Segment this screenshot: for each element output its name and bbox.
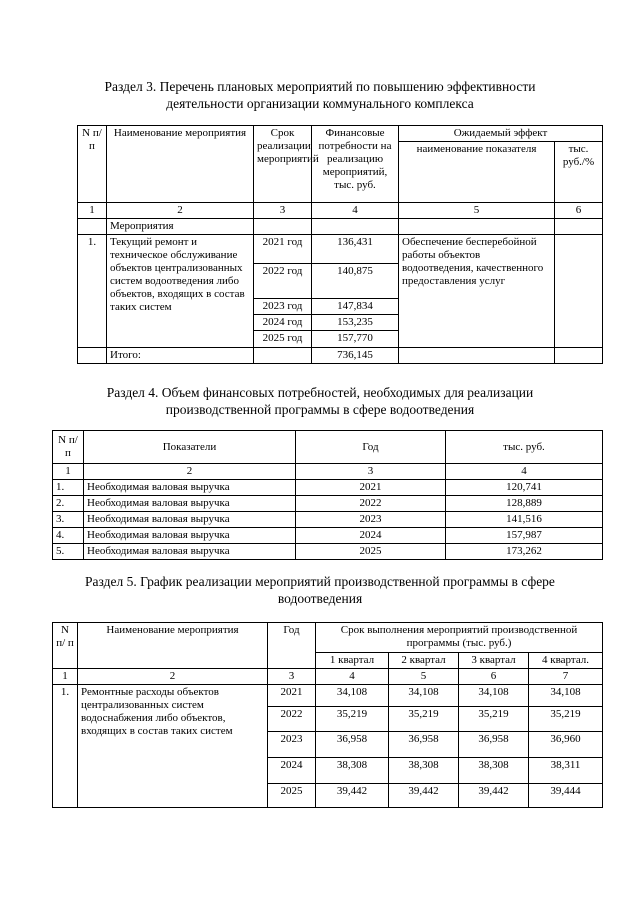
s4-row-amount: 141,516 [446, 512, 603, 528]
s4-row-num: 2. [53, 496, 84, 512]
section4-title-line1: Раздел 4. Объем финансовых потребностей, необходимых для реализации [106, 385, 534, 400]
section4-table [52, 430, 603, 560]
s5-row-q3: 39,442 [459, 784, 529, 808]
s5-colnum: 7 [529, 669, 603, 685]
s5-colnum: 2 [78, 669, 268, 685]
s5-row-year: 2023 [268, 732, 316, 758]
s5-row-q4: 38,311 [529, 758, 603, 784]
table-row [53, 480, 603, 496]
s5-header-q3: 3 квартал [459, 653, 529, 669]
s5-row-q4: 39,444 [529, 784, 603, 808]
s3-colnum: 6 [555, 203, 603, 219]
s5-row-q1: 36,958 [316, 732, 389, 758]
s5-row-year: 2022 [268, 707, 316, 732]
s5-item-name: Ремонтные расходы объектов централизованных систем водоснабжения либо объектов, входящих в состав таких систем [78, 685, 268, 808]
s4-colnum: 4 [446, 464, 603, 480]
s3-group-label: Мероприятия [107, 219, 254, 235]
s5-header-num: N п/ п [53, 623, 78, 669]
s5-row-q3: 36,958 [459, 732, 529, 758]
s3-header-indicator: наименование показателя [399, 142, 555, 203]
s3-header-term: Срок реализации мероприятий [254, 126, 312, 203]
s3-year: 2021 год [254, 235, 312, 264]
s5-row-q1: 39,442 [316, 784, 389, 808]
s3-colnum: 5 [399, 203, 555, 219]
s5-row-q1: 38,308 [316, 758, 389, 784]
s3-year: 2024 год [254, 315, 312, 331]
s5-row-year: 2021 [268, 685, 316, 707]
s4-header-amount: тыс. руб. [446, 431, 603, 464]
s3-total-label: Итого: [107, 348, 254, 364]
s4-colnum: 1 [53, 464, 84, 480]
s5-row-year: 2025 [268, 784, 316, 808]
s4-row-num: 1. [53, 480, 84, 496]
s4-header-num: N п/п [53, 431, 84, 464]
s4-row-year: 2023 [296, 512, 446, 528]
s3-header-finance: Финансовые потребности на реализацию мероприятий, тыс. руб. [312, 126, 399, 203]
s3-amount: 136,431 [312, 235, 399, 264]
s5-header-year: Год [268, 623, 316, 669]
s5-row-q3: 35,219 [459, 707, 529, 732]
s3-colnum: 1 [78, 203, 107, 219]
s5-colnum: 3 [268, 669, 316, 685]
section3-table [77, 125, 603, 364]
section3-title-line1: Раздел 3. Перечень плановых мероприятий по повышению эффективности [104, 79, 536, 94]
s3-amount: 140,875 [312, 264, 399, 299]
s4-row-year: 2024 [296, 528, 446, 544]
s4-row-name: Необходимая валовая выручка [84, 512, 296, 528]
s3-year: 2023 год [254, 299, 312, 315]
table-row [53, 544, 603, 560]
s5-colnum: 4 [316, 669, 389, 685]
s4-row-num: 5. [53, 544, 84, 560]
s4-row-name: Необходимая валовая выручка [84, 528, 296, 544]
s3-header-effect: Ожидаемый эффект [399, 126, 603, 142]
s3-colnum: 2 [107, 203, 254, 219]
s5-colnum: 6 [459, 669, 529, 685]
s4-row-year: 2022 [296, 496, 446, 512]
s5-header-name: Наименование мероприятия [78, 623, 268, 669]
s5-row-q2: 39,442 [389, 784, 459, 808]
s3-amount: 147,834 [312, 299, 399, 315]
s4-row-name: Необходимая валовая выручка [84, 496, 296, 512]
table-row [53, 512, 603, 528]
s5-row-q1: 35,219 [316, 707, 389, 732]
s5-row-q2: 38,308 [389, 758, 459, 784]
s5-row-q4: 36,960 [529, 732, 603, 758]
s5-header-q2: 2 квартал [389, 653, 459, 669]
s5-item-num: 1. [53, 685, 78, 808]
s3-item-name: Текущий ремонт и техническое обслуживание объектов централизованных систем водоотведения либо объектов, входящих в состав таких систем [107, 235, 254, 348]
s5-row-q1: 34,108 [316, 685, 389, 707]
s4-row-year: 2025 [296, 544, 446, 560]
s5-header-q1: 1 квартал [316, 653, 389, 669]
s4-colnum: 3 [296, 464, 446, 480]
s4-row-amount: 128,889 [446, 496, 603, 512]
s4-row-name: Необходимая валовая выручка [84, 480, 296, 496]
s5-row-q2: 36,958 [389, 732, 459, 758]
s3-year: 2025 год [254, 331, 312, 348]
s3-header-unit: тыс. руб./% [555, 142, 603, 203]
s5-row-year: 2024 [268, 758, 316, 784]
s4-row-num: 3. [53, 512, 84, 528]
s4-row-amount: 173,262 [446, 544, 603, 560]
s5-row-q3: 34,108 [459, 685, 529, 707]
s5-header-q4: 4 квартал. [529, 653, 603, 669]
s3-amount: 157,770 [312, 331, 399, 348]
section5-title-line2: водоотведения [277, 591, 363, 606]
s5-row-q2: 34,108 [389, 685, 459, 707]
s4-row-amount: 157,987 [446, 528, 603, 544]
s3-item-num: 1. [78, 235, 107, 348]
s5-row-q4: 34,108 [529, 685, 603, 707]
s4-colnum: 2 [84, 464, 296, 480]
table-row [53, 496, 603, 512]
s3-colnum: 3 [254, 203, 312, 219]
section5-table [52, 622, 603, 808]
s4-row-num: 4. [53, 528, 84, 544]
s3-year: 2022 год [254, 264, 312, 299]
s4-row-year: 2021 [296, 480, 446, 496]
s4-row-name: Необходимая валовая выручка [84, 544, 296, 560]
table-row [53, 528, 603, 544]
s3-total-value: 736,145 [312, 348, 399, 364]
s5-row-q2: 35,219 [389, 707, 459, 732]
s4-header-year: Год [296, 431, 446, 464]
s3-amount: 153,235 [312, 315, 399, 331]
s5-colnum: 1 [53, 669, 78, 685]
s3-header-num: N п/п [78, 126, 107, 203]
s3-effect-text: Обеспечение бесперебойной работы объектов водоотведения, качественного предоставления услуг [399, 235, 555, 348]
s5-row-q4: 35,219 [529, 707, 603, 732]
section3-title-line2: деятельности организации коммунального комплекса [166, 96, 474, 111]
s4-row-amount: 120,741 [446, 480, 603, 496]
s5-colnum: 5 [389, 669, 459, 685]
s5-header-term: Срок выполнения мероприятий производственной программы (тыс. руб.) [316, 623, 603, 653]
s5-row-q3: 38,308 [459, 758, 529, 784]
s4-header-indicator: Показатели [84, 431, 296, 464]
table-row [53, 685, 603, 707]
s3-header-name: Наименование мероприятия [107, 126, 254, 203]
section5-title-line1: Раздел 5. График реализации мероприятий производственной программы в сфере [85, 574, 555, 589]
s3-colnum: 4 [312, 203, 399, 219]
s3-colnums-row [78, 203, 603, 219]
section4-title-line2: производственной программы в сфере водоотведения [165, 402, 475, 417]
